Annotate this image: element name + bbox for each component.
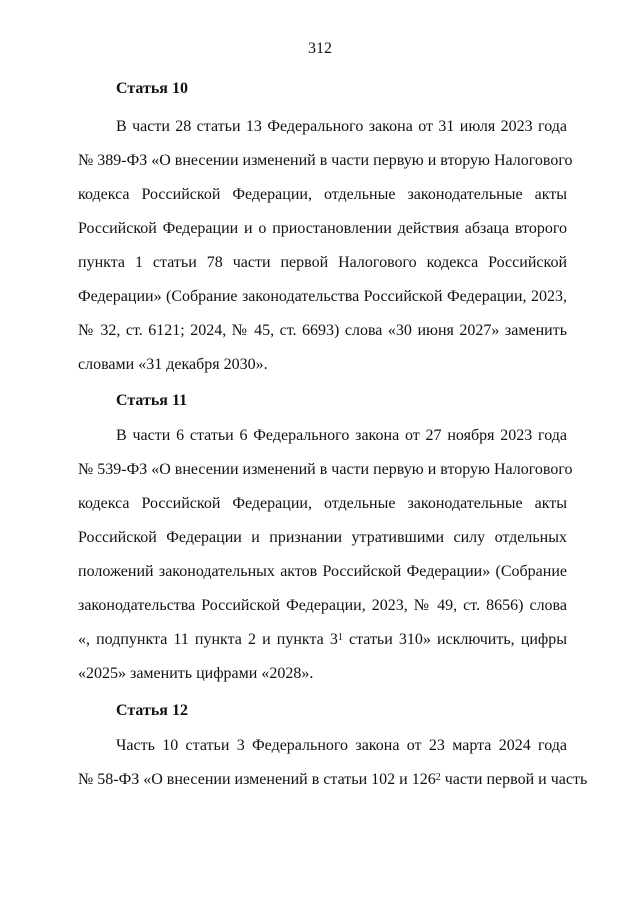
text-segment: «, подпункта 11 пункта 2 и пункта 3 [78, 631, 338, 648]
article-heading: Статья 12 [116, 702, 188, 719]
paragraph-line: пункта 1 статьи 78 части первой Налогового кодекса Российской [78, 254, 567, 271]
paragraph-line: словами «31 декабря 2030». [78, 356, 268, 373]
text-segment: части первой и часть [440, 771, 588, 788]
paragraph-line: В части 28 статьи 13 Федерального закона от 31 июля 2023 года [116, 118, 567, 135]
paragraph-line: № 539-ФЗ «О внесении изменений в части первую и вторую Налогового [78, 461, 573, 478]
paragraph-line: кодекса Российской Федерации, отдельные законодательные акты [78, 186, 567, 203]
paragraph-line: № 389-ФЗ «О внесении изменений в части первую и вторую Налогового [78, 152, 573, 169]
paragraph-line: законодательства Российской Федерации, 2023, № 49, ст. 8656) слова [78, 597, 567, 614]
superscript: 2 [435, 772, 441, 783]
text-segment: № 58-ФЗ «О внесении изменений в статьи 102 и 126 [78, 771, 436, 788]
paragraph-line: Часть 10 статьи 3 Федерального закона от 23 марта 2024 года [116, 737, 567, 754]
paragraph-line: «2025» заменить цифрами «2028». [78, 665, 314, 682]
paragraph-line: № 32, ст. 6121; 2024, № 45, ст. 6693) слова «30 июня 2027» заменить [78, 322, 567, 339]
superscript: 1 [337, 632, 343, 643]
article-heading: Статья 10 [116, 80, 188, 97]
paragraph-line [78, 770, 588, 790]
paragraph-line [78, 630, 567, 650]
article-heading: Статья 11 [116, 392, 188, 409]
paragraph-line: Российской Федерации и признании утратившими силу отдельных [78, 529, 567, 546]
paragraph-line: Федерации» (Собрание законодательства Российской Федерации, 2023, [78, 288, 567, 305]
paragraph-line: положений законодательных актов Российской Федерации» (Собрание [78, 563, 567, 580]
paragraph-line: Российской Федерации и о приостановлении действия абзаца второго [78, 220, 567, 237]
text-segment: статьи 310» исключить, цифры [342, 631, 568, 648]
paragraph-line: кодекса Российской Федерации, отдельные законодательные акты [78, 495, 567, 512]
paragraph-line: В части 6 статьи 6 Федерального закона от 27 ноября 2023 года [116, 427, 567, 444]
page-number: 312 [308, 40, 332, 57]
